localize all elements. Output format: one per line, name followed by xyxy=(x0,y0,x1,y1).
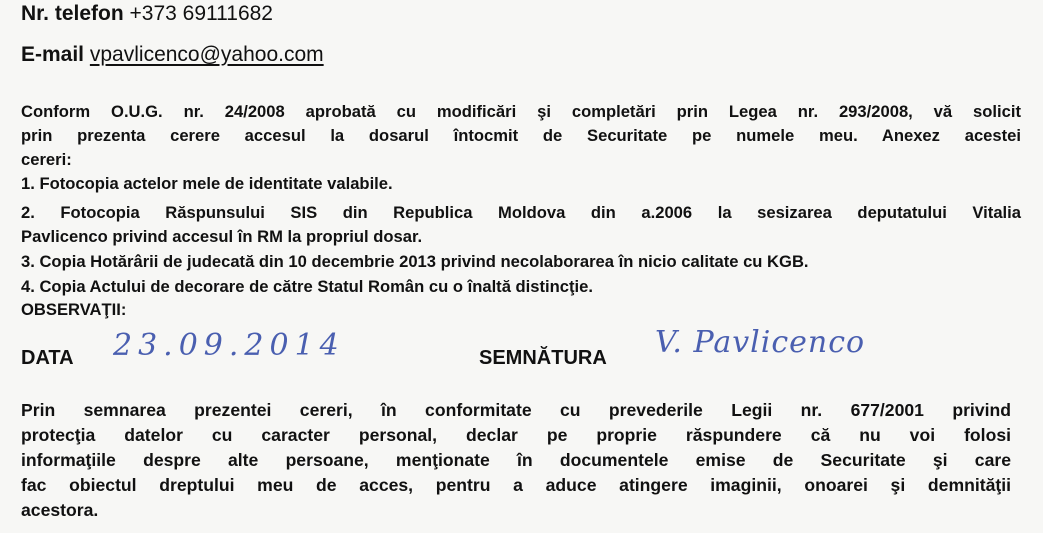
observations-text: OBSERVAŢII: xyxy=(21,300,127,319)
declaration-line: protecţia datelor cu caracter personal, declar pe proprie răspundere că nu voi folosi xyxy=(21,425,1011,445)
attachment-text: 1. Fotocopia actelor mele de identitate valabile. xyxy=(21,174,393,193)
intro-line: Conform O.U.G. nr. 24/2008 aprobată cu modificări şi completări prin Legea nr. 293/2008, vă solicit xyxy=(21,102,1021,121)
attachment-item-2 xyxy=(21,201,1021,249)
handwritten-date: 23.09.2014 xyxy=(113,328,345,363)
phone-line xyxy=(21,2,273,26)
phone-value: +373 69111682 xyxy=(129,2,273,25)
intro-line: prin prezenta cerere accesul la dosarul întocmit de Securitate pe numele meu. Anexez acestei xyxy=(21,126,1021,145)
email-label: E-mail xyxy=(21,43,85,66)
handwritten-signature: V. Pavlicenco xyxy=(655,325,866,360)
attachment-text: Pavlicenco privind accesul în RM la propriul dosar. xyxy=(21,227,423,246)
email-line xyxy=(21,43,324,67)
observations-label xyxy=(21,298,1021,322)
email-value: vpavlicenco@yahoo.com xyxy=(89,43,324,66)
signature-label: SEMNĂTURA xyxy=(479,347,607,369)
phone-label: Nr. telefon xyxy=(21,2,124,25)
declaration-line: informaţiile despre alte persoane, menţionate în documentele emise de Securitate şi care xyxy=(21,450,1011,470)
attachment-item-4 xyxy=(21,275,1021,299)
attachment-item-1 xyxy=(21,172,1021,196)
attachment-text: 3. Copia Hotărârii de judecată din 10 decembrie 2013 privind necolaborarea în nicio calitate cu KGB. xyxy=(21,252,809,271)
attachment-text: 2. Fotocopia Răspunsului SIS din Republica Moldova din a.2006 la sesizarea deputatului Vitalia xyxy=(21,203,1021,222)
declaration-paragraph xyxy=(21,398,1011,523)
declaration-line: fac obiectul dreptului meu de acces, pentru a aduce atingere imaginii, onoarei şi demnităţii xyxy=(21,475,1011,495)
attachment-text: 4. Copia Actului de decorare de către Statul Român cu o înaltă distincţie. xyxy=(21,277,593,296)
attachment-item-3 xyxy=(21,250,1021,274)
request-intro xyxy=(21,100,1021,172)
date-label: DATA xyxy=(21,347,74,369)
declaration-line: Prin semnarea prezentei cereri, în conformitate cu prevederile Legii nr. 677/2001 privind xyxy=(21,400,1011,420)
intro-line: cereri: xyxy=(21,150,72,169)
declaration-line: acestora. xyxy=(21,500,99,520)
